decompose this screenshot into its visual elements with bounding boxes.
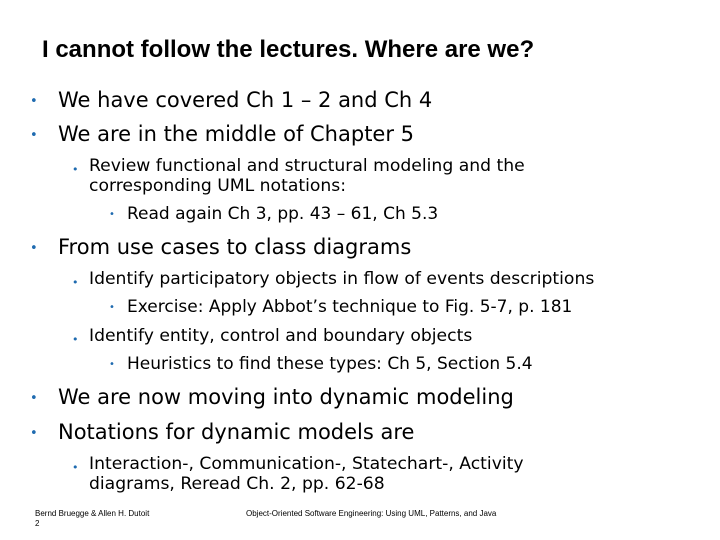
bullet-icon: • (109, 302, 115, 313)
bullet-text-line1: Interaction-, Communication-, Statechart-, Activity (89, 454, 524, 474)
bullet-text-line2: corresponding UML notations: (89, 176, 347, 196)
subbullet-diagram-types (72, 454, 524, 494)
footer-page-number: 2 (35, 519, 40, 528)
bullet-icon: • (30, 128, 38, 143)
bullet-text: Identify participatory objects in flow of events descriptions (89, 269, 595, 289)
bullet-icon: • (30, 241, 38, 256)
bullet-middle-chapter (30, 122, 415, 146)
bullet-icon: • (109, 359, 115, 370)
bullet-text: We are in the middle of Chapter 5 (58, 122, 415, 146)
bullet-icon: • (30, 391, 38, 406)
bullet-dynamic-modeling (30, 385, 514, 409)
bullet-icon: • (72, 276, 79, 289)
bullet-text-line2: diagrams, Reread Ch. 2, pp. 62-68 (89, 474, 385, 494)
bullet-text: From use cases to class diagrams (58, 235, 412, 259)
bullet-covered-chapters (30, 88, 433, 112)
subbullet-entity-control-boundary (72, 326, 473, 346)
bullet-use-cases-to-class (30, 235, 412, 259)
bullet-text: Identify entity, control and boundary objects (89, 326, 473, 346)
subbullet-participatory-objects (72, 269, 595, 289)
footer-book-title: Object-Oriented Software Engineering: Using UML, Patterns, and Java (246, 509, 497, 518)
subsubbullet-read-again (109, 204, 439, 224)
subsubbullet-heuristics (109, 354, 533, 374)
bullet-icon: • (72, 333, 79, 346)
footer-authors: Bernd Bruegge & Allen H. Dutoit (35, 509, 150, 518)
bullet-icon: • (72, 163, 79, 176)
bullet-text: Read again Ch 3, pp. 43 – 61, Ch 5.3 (127, 204, 439, 224)
subsubbullet-exercise (109, 297, 573, 317)
bullet-text: We have covered Ch 1 – 2 and Ch 4 (58, 88, 433, 112)
bullet-icon: • (30, 94, 38, 109)
bullet-text-line1: Review functional and structural modeling and the (89, 156, 525, 176)
bullet-text: We are now moving into dynamic modeling (58, 385, 514, 409)
bullet-icon: • (72, 461, 79, 474)
bullet-text: Notations for dynamic models are (58, 420, 415, 444)
subbullet-review-modeling (72, 156, 525, 196)
bullet-text: Exercise: Apply Abbot’s technique to Fig. 5-7, p. 181 (127, 297, 573, 317)
bullet-icon: • (109, 209, 115, 220)
bullet-text: Heuristics to find these types: Ch 5, Section 5.4 (127, 354, 533, 374)
slide-title: I cannot follow the lectures. Where are we? (42, 36, 535, 63)
bullet-icon: • (30, 426, 38, 441)
bullet-notations-dynamic (30, 420, 415, 444)
